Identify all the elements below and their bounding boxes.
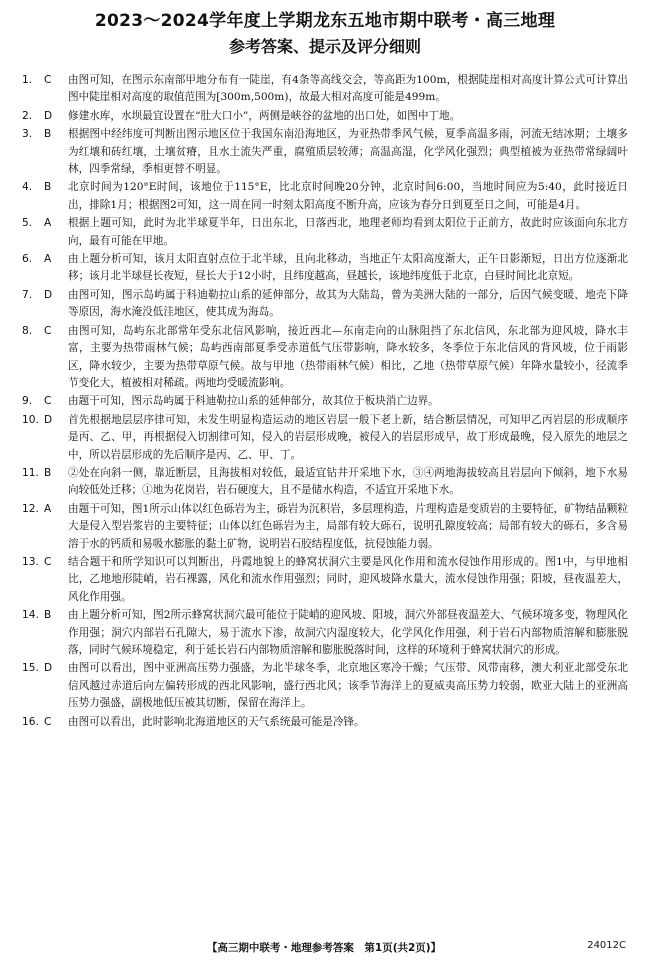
- answer-explanation: 由图可以看出，图中亚洲高压势力强盛，为北半球冬季，北京地区寒冷干燥；气压带、风带南移，澳大利亚北部受东北信风越过赤道后向左偏转形成的西北风影响，盛行西北风；该季节海洋上的夏威夷高压势力较弱，欧亚大陆上的亚洲高压势力强盛，副极地低压被其切断，保留在海洋上。: [68, 662, 628, 710]
- question-number: 8.: [22, 324, 33, 337]
- answer-letter: C: [44, 74, 52, 86]
- answer-explanation: 由图可以看出，此时影响北海道地区的天气系统最可能是冷锋。: [68, 715, 365, 728]
- question-number: 7.: [22, 288, 33, 301]
- answer-item-14: [22, 607, 628, 659]
- answer-letter: B: [44, 609, 52, 622]
- question-number: 3.: [22, 128, 33, 141]
- question-number: 11.: [22, 466, 39, 479]
- answer-explanation: 由题干可知，图1所示山体以红色砾岩为主，砾岩为沉积岩，多层理构造，片理构造是变质岩的主要特征，矿物结晶颗粒大是侵入型岩浆岩的主要特征；山体以红色砾岩为主，局部有较大砾石，说明孔隙度较高；局部有较大的砾石，多含易溶于水的钙质和易吸水膨胀的黏土矿物，说明岩石胶结程度低，抗侵蚀能力弱。: [68, 502, 628, 550]
- answer-explanation: 修建水库，水坝最宜设置在“肚大口小”，两侧是峡谷的盆地的出口处，如图中丁地。: [68, 109, 461, 122]
- answer-letter: D: [44, 109, 53, 122]
- answer-item-12: [22, 501, 628, 553]
- answer-explanation: 结合题干和所学知识可以判断出，丹霞地貌上的蜂窝状洞穴主要是风化作用和流水侵蚀作用形成的。图1中，与甲地相比，乙地地形陡峭，岩石裸露，风化和流水作用强烈；同时，迎风坡降水量大，流水侵蚀作用强；阳坡，昼夜温差大，风化作用强。: [68, 555, 628, 603]
- answer-explanation: 北京时间为120°E时间，该地位于115°E，比北京时间晚20分钟，北京时间6:00，当地时间应为5:40，此时接近日出，排除1月；根据图2可知，这一周在同一时刻太阳高度不断升高，应该为春分日到夏至日之间，可能是4月。: [68, 181, 628, 211]
- answer-item-2: [22, 108, 628, 125]
- answer-item-7: [22, 287, 628, 322]
- answer-item-6: [22, 251, 628, 286]
- answer-letter: D: [44, 662, 53, 675]
- footer-page-info: 【高三期中联考・地理参考答案 第1页(共2页)】: [206, 942, 442, 954]
- answer-explanation: 由题干可知，图示岛屿属于科迪勒拉山系的延伸部分，故其位于板块消亡边界。: [68, 395, 439, 408]
- answer-item-8: [22, 323, 628, 393]
- answer-explanation: 根据图中经纬度可判断出图示地区位于我国东南沿海地区，为亚热带季风气候，夏季高温多雨，河流无结冰期；土壤多为红壤和砖红壤，土壤贫瘠，且水土流失严重，腐殖质层较薄；高温高湿，化学风化强烈；典型植被为亚热带常绿阔叶林，四季常绿，季相更替不明显。: [68, 128, 628, 176]
- answer-letter: C: [44, 555, 52, 568]
- answer-letter: D: [44, 288, 53, 301]
- answer-item-11: [22, 465, 628, 500]
- answer-item-15: [22, 660, 628, 712]
- answer-explanation: 由图可知，在图示东南部甲地分布有一陡崖，有4条等高线交会，等高距为100m，根据陡崖相对高度计算公式可计算出图中陡崖相对高度的取值范围为[300m,500m)，故最大相对高度可能是499m。: [68, 74, 628, 104]
- answer-letter: B: [44, 128, 52, 141]
- question-number: 6.: [22, 253, 33, 266]
- question-number: 4.: [22, 181, 33, 194]
- answer-list: [22, 72, 628, 731]
- question-number: 13.: [22, 555, 39, 568]
- question-number: 9.: [22, 395, 33, 408]
- answer-item-13: [22, 554, 628, 606]
- answer-explanation: 首先根据地层层序律可知，未发生明显构造运动的地区岩层一般下老上新，结合断层情况，可知甲乙丙岩层的形成顺序是丙、乙、甲，再根据侵入切割律可知，侵入的岩层形成晚，被侵入的岩层形成早，故丁形成最晚，侵入原先的地层之中，所以岩层形成的先后顺序是丙、乙、甲、丁。: [68, 413, 628, 461]
- answer-item-4: [22, 179, 628, 214]
- answer-explanation: 根据上题可知，此时为北半球夏半年，日出东北，日落西北，地理老师均看到太阳位于正前方，故此时应该面向东北方向，最有可能在甲地。: [68, 217, 628, 247]
- answer-item-10: [22, 412, 628, 464]
- answer-letter: B: [44, 466, 52, 479]
- document-code: 24012C: [587, 940, 626, 951]
- answer-letter: A: [44, 217, 52, 230]
- answer-item-5: [22, 215, 628, 250]
- question-number: 2.: [22, 109, 33, 122]
- document-title: 2023～2024学年度上学期龙东五地市期中联考・高三地理: [94, 11, 556, 31]
- question-number: 5.: [22, 217, 33, 230]
- answer-letter: C: [44, 324, 52, 337]
- answer-letter: C: [44, 395, 52, 408]
- answer-letter: A: [44, 502, 52, 515]
- question-number: 1.: [22, 74, 33, 86]
- page-footer: [0, 940, 648, 958]
- question-number: 14.: [22, 609, 39, 622]
- answer-item-3: [22, 126, 628, 178]
- answer-explanation: 由上题分析可知，该月太阳直射点位于北半球，且向北移动，当地正午太阳高度渐大，正午日影渐短，日出方位逐渐北移；该月北半球昼长夜短，昼长大于12小时，且纬度越高，昼越长，该地纬度低于北京，白昼时间比北京短。: [68, 253, 628, 283]
- answer-explanation: 由图可知，图示岛屿属于科迪勒拉山系的延伸部分，故其为大陆岛，曾为美洲大陆的一部分，后因气候变暖、地壳下降等原因，海水淹没低洼地区，使其成为海岛。: [68, 288, 628, 319]
- answer-item-16: [22, 714, 628, 731]
- answer-item-1: [22, 72, 628, 107]
- question-number: 10.: [22, 413, 39, 426]
- answer-letter: B: [44, 181, 52, 194]
- answer-letter: A: [44, 253, 52, 266]
- question-number: 15.: [22, 662, 39, 675]
- answer-explanation: ②处在向斜一侧，靠近断层，且海拔相对较低，最适宜钻井开采地下水，③④两地海拔较高且岩层向下倾斜，地下水易向较低处迁移；①地为花岗岩，岩石硬度大，且不是储水构造，不适宜开采地下水。: [68, 466, 628, 497]
- answer-explanation: 由图可知，岛屿东北部常年受东北信风影响，接近西北—东南走向的山脉阻挡了东北信风，东北部为迎风坡，降水丰富，主要为热带雨林气候；岛屿西南部夏季受赤道低气压带影响，降水较多，冬季位于东北信风的背风坡，位于雨影区，降水较少，主要为热带草原气候。故与甲地（热带雨林气候）相比，乙地（热带草原气候）年降水量较小，径流季节变化大，植被相对稀疏。两地均受暖流影响。: [68, 324, 628, 389]
- answer-item-9: [22, 393, 628, 410]
- question-number: 12.: [22, 502, 39, 515]
- question-number: 16.: [22, 715, 39, 728]
- answer-letter: C: [44, 715, 52, 728]
- answer-letter: D: [44, 413, 53, 426]
- answer-explanation: 由上题分析可知，图2所示蜂窝状洞穴最可能位于陡峭的迎风坡、阳坡，洞穴外部昼夜温差大、气候环境多变，物理风化作用强；洞穴内部岩石孔隙大，易于流水下渗，故洞穴内湿度较大，化学风化作用强，利于岩石内部物质溶解和膨胀脱落，同时气候环境稳定，利于延长岩石内部物质溶解和膨胀脱落时间，这样的环境利于蜂窝状洞穴的形成。: [68, 609, 628, 656]
- document-subtitle: 参考答案、提示及评分细则: [228, 37, 421, 56]
